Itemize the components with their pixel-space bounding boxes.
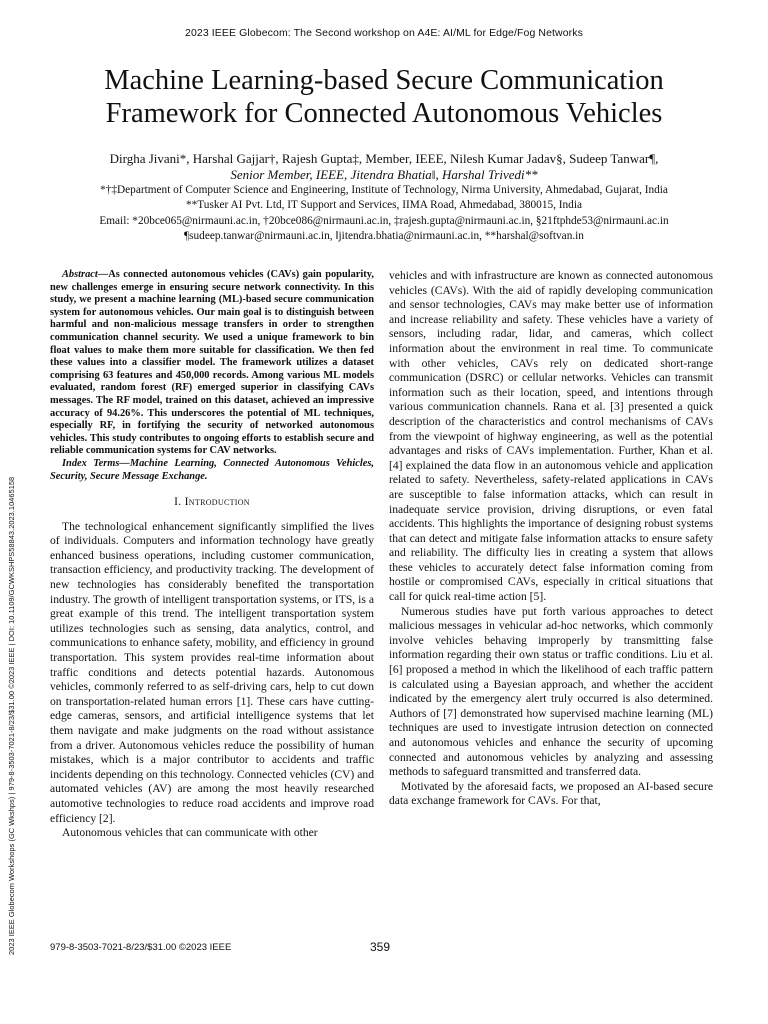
affiliation-block (10, 183, 758, 244)
abstract-text: —As connected autonomous vehicles (CAVs) gain popularity, new challenges emerge in ensuring secure network connectivity. In this study, we present a machine learning (ML)-based secure communication system for autonomous vehicles. Our main goal is to distinguish between harmful and non-malicious message transfers in order to strengthen communication channel security. We used a unique framework to bin float values to make them more suitable for classification. We then fed these values into a classifier model. The framework utilizes a dataset comprising 63 features and 450,000 records. Among various ML models evaluated, random forest (RF) emerged superior in classifying CAVs messages. The RF model, trained on this dataset, achieved an impressive accuracy of 94.26%. This underscores the potential of ML techniques, especially RF, in fortifying the security of networked autonomous vehicles. This study contributes to ongoing efforts to establish secure and reliable communication systems for CAV networks. (50, 269, 374, 457)
title-line-1: Machine Learning-based Secure Communication (104, 65, 664, 96)
right-column (389, 269, 713, 809)
author-line-1: Dirgha Jivani*, Harshal Gajjar†, Rajesh Gupta‡, Member, IEEE, Nilesh Kumar Jadav§, Sudeep Tanwar¶, (109, 151, 659, 166)
abstract (50, 269, 374, 458)
intro-paragraph-5: Motivated by the aforesaid facts, we proposed an AI-based secure data exchange framework for CAVs. For that, (389, 779, 713, 808)
left-column (50, 269, 374, 841)
intro-paragraph-3: vehicles and with infrastructure are known as connected autonomous vehicles (CAVs). With the aid of rapidly developing communication and sensor technologies, CAVs may make better use of information and increase reliability and safety. These vehicles have a variety of sensors, including radar, lidar, and cameras, which collect information about the environment in real time. To communicate with other vehicles, CAVs rely on dedicated short-range communication (DSRC) or cellular networks. Vehicles can transmit information such as their location, speed, and intentions through various communication channels. Rana et al. [3] presented a quick description of the characteristics and control mechanisms of CAVs from the viewpoint of highway engineering, as well as the potential advantages and risks of CAVs implementation. Further, Khan et al. [4] explained the data flow in an autonomous vehicle and application related to safety. Nevertheless, safety-related applications in CAVs are susceptible to false information attacks, which can result in inadequate service provision, driving disruptions, or even fatal accidents. This highlights the importance of designing robust systems that can detect and mitigate false information attacks to ensure safety and reliability. The difficulty lies in creating a system that allows these vehicles to accurately detect false information coming from hostile or compromised CAVs, especially in critical situations that call for quick real-time action [5]. (389, 269, 713, 604)
index-terms: Index Terms—Machine Learning, Connected Autonomous Vehicles, Security, Secure Message Exchange. (50, 457, 374, 482)
abstract-label: Abstract (62, 269, 98, 280)
affiliation-line-2: **Tusker AI Pvt. Ltd, IT Support and Services, IIMA Road, Ahmedabad, 380015, India (186, 199, 582, 212)
author-line-2: Senior Member, IEEE, Jitendra Bhatia‖, Harshal Trivedi** (230, 167, 538, 182)
title-line-2: Framework for Connected Autonomous Vehicles (105, 98, 663, 129)
footer-copyright: 979-8-3503-7021-8/23/$31.00 ©2023 IEEE (50, 942, 232, 953)
section-heading-introduction: I. Introduction (174, 495, 250, 509)
affiliation-line-1: *†‡Department of Computer Science and Engineering, Institute of Technology, Nirma University, Ahmedabad, Gujarat, India (100, 184, 668, 196)
doi-side-strip: 2023 IEEE Globecom Workshops (GC Wkshps) | 979-8-3503-7021-8/23/$31.00 ©2023 IEEE | DOI: 10.1109/GCWKSHPS58843.2023.10465158 (7, 476, 16, 955)
paper-title (40, 64, 728, 130)
author-list (20, 151, 748, 183)
email-line-2: ¶sudeep.tanwar@nirmauni.ac.in, ‖jitendra.bhatia@nirmauni.ac.in, **harshal@softvan.in (184, 229, 584, 242)
email-line-1: Email: *20bce065@nirmauni.ac.in, †20bce086@nirmauni.ac.in, ‡rajesh.gupta@nirmauni.ac.in, §21ftphde53@nirmauni.ac.in (99, 214, 669, 227)
conference-header: 2023 IEEE Globecom: The Second workshop on A4E: AI/ML for Edge/Fog Networks (185, 27, 583, 39)
intro-paragraph-2: Autonomous vehicles that can communicate with other (62, 826, 318, 840)
intro-paragraph-4: Numerous studies have put forth various approaches to detect malicious messages in vehicular ad-hoc networks, which commonly involve vehicles behaving improperly by transmitting false information regarding their own status or traffic conditions. Liu et al. [6] proposed a method in which the likelihood of each traffic pattern is calculated using a Bayesian approach, and whether the accident indicated by the emergency alert truly occurred is also determined. Authors of [7] demonstrated how supervised machine learning (ML) techniques are used to investigate intrusion detection on connected and autonomous vehicles and enhance the security of upcoming connected and autonomous vehicles by analyzing and assessing methods to safeguard transmitted and transferred data. (389, 604, 713, 779)
page-number: 359 (370, 940, 391, 954)
intro-paragraph-1: The technological enhancement significantly simplified the lives of individuals. Computers and information technology have greatly enhanced business operations, including customer communication, transaction efficiency, and productivity tracking. The development of new technologies has considerably benefited the transportation industry. The growth of intelligent transportation systems, or ITS, is a great example of this trend. The intelligent transportation system utilizes technologies such as sensing, data analytics, control, and communications to enhance safety, mobility, and efficiency in ground transportation. This system provides real-time information about traffic conditions and detects potential hazards. Autonomous vehicles, commonly referred to as self-driving cars, help to cut down on transportation-related human errors [1]. These cars have cutting-edge cameras, sensors, and artificial intelligence systems that let them navigate and make judgments on the road without assistance from a driver. Autonomous vehicles reduce the possibility of human mistakes, which is a major contributor to accidents and traffic incidents depending on this technology. Connected vehicles (CV) and automated vehicles (AV) are among the most heavily researched automotive technologies to reduce road accidents and improve road efficiency [2]. (50, 519, 374, 825)
